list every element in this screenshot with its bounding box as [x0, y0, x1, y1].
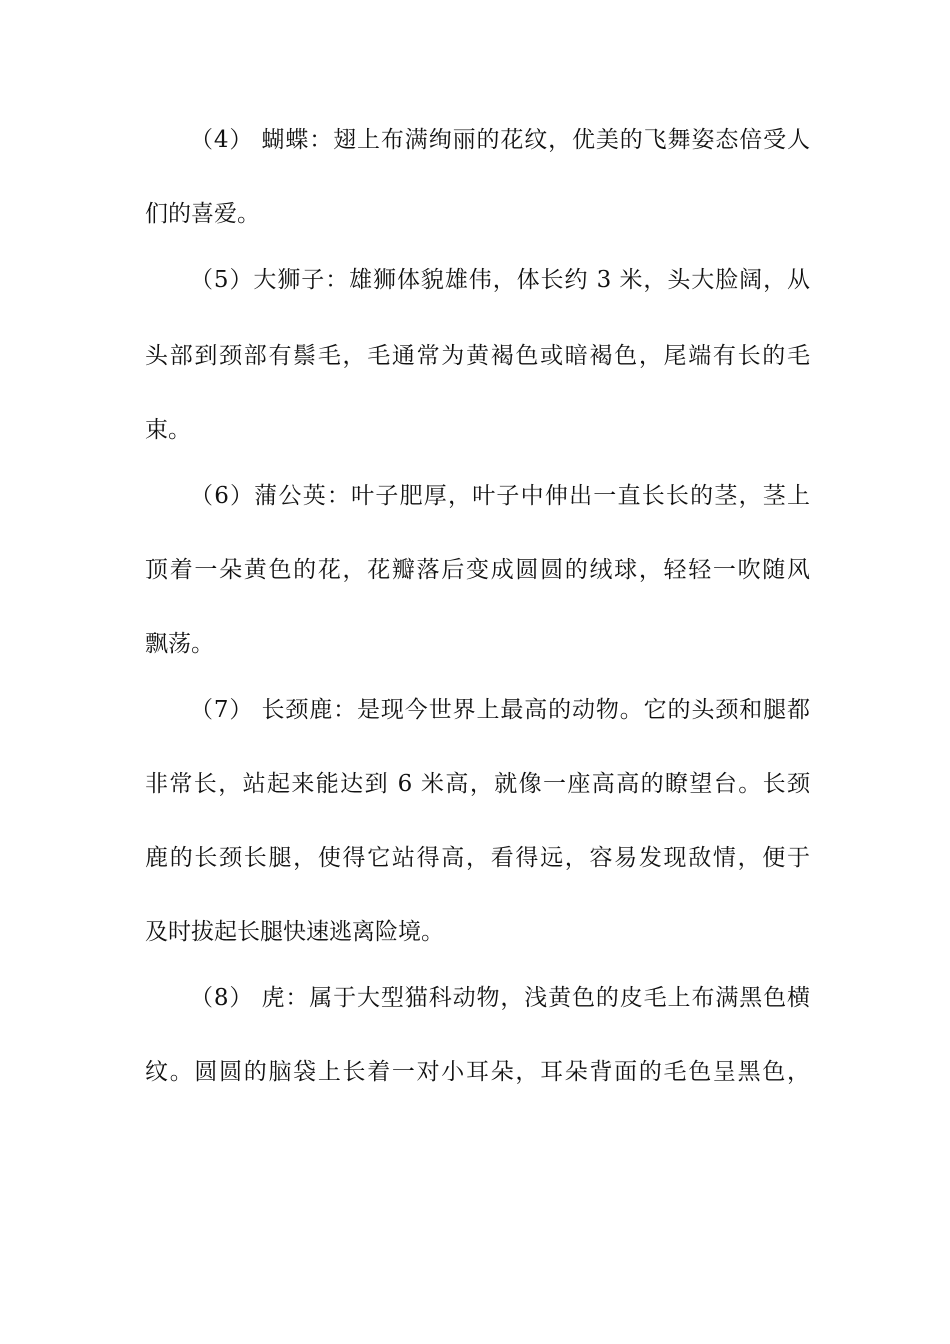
paragraph-6-line-3: 飘荡。: [145, 631, 214, 657]
paragraph-7-line-1: （7） 长颈鹿：是现今世界上最高的动物。它的头颈和腿都: [190, 697, 810, 723]
paragraph-6-line-2: 顶着一朵黄色的花，花瓣落后变成圆圆的绒球，轻轻一吹随风: [145, 557, 810, 583]
paragraph-7-line-3: 鹿的长颈长腿，使得它站得高，看得远，容易发现敌情，便于: [145, 845, 810, 871]
paragraph-4-line-1: （4） 蝴蝶：翅上布满绚丽的花纹，优美的飞舞姿态倍受人: [190, 127, 810, 153]
paragraph-8-line-2: 纹。圆圆的脑袋上长着一对小耳朵，耳朵背面的毛色呈黑色，: [145, 1059, 810, 1085]
paragraph-7-line-4: 及时拔起长腿快速逃离险境。: [145, 919, 444, 945]
paragraph-7-line-2: 非常长，站起来能达到 6 米高，就像一座高高的瞭望台。长颈: [145, 771, 810, 797]
paragraph-5-line-2: 头部到颈部有鬃毛，毛通常为黄褐色或暗褐色，尾端有长的毛: [145, 343, 810, 369]
paragraph-8-line-1: （8） 虎：属于大型猫科动物，浅黄色的皮毛上布满黑色横: [190, 985, 810, 1011]
paragraph-5-line-1: （5）大狮子：雄狮体貌雄伟，体长约 3 米，头大脸阔，从: [190, 267, 810, 293]
paragraph-6-line-1: （6）蒲公英：叶子肥厚，叶子中伸出一直长长的茎，茎上: [190, 483, 810, 509]
paragraph-5-line-3: 束。: [145, 417, 191, 443]
paragraph-4-line-2: 们的喜爱。: [145, 201, 260, 227]
